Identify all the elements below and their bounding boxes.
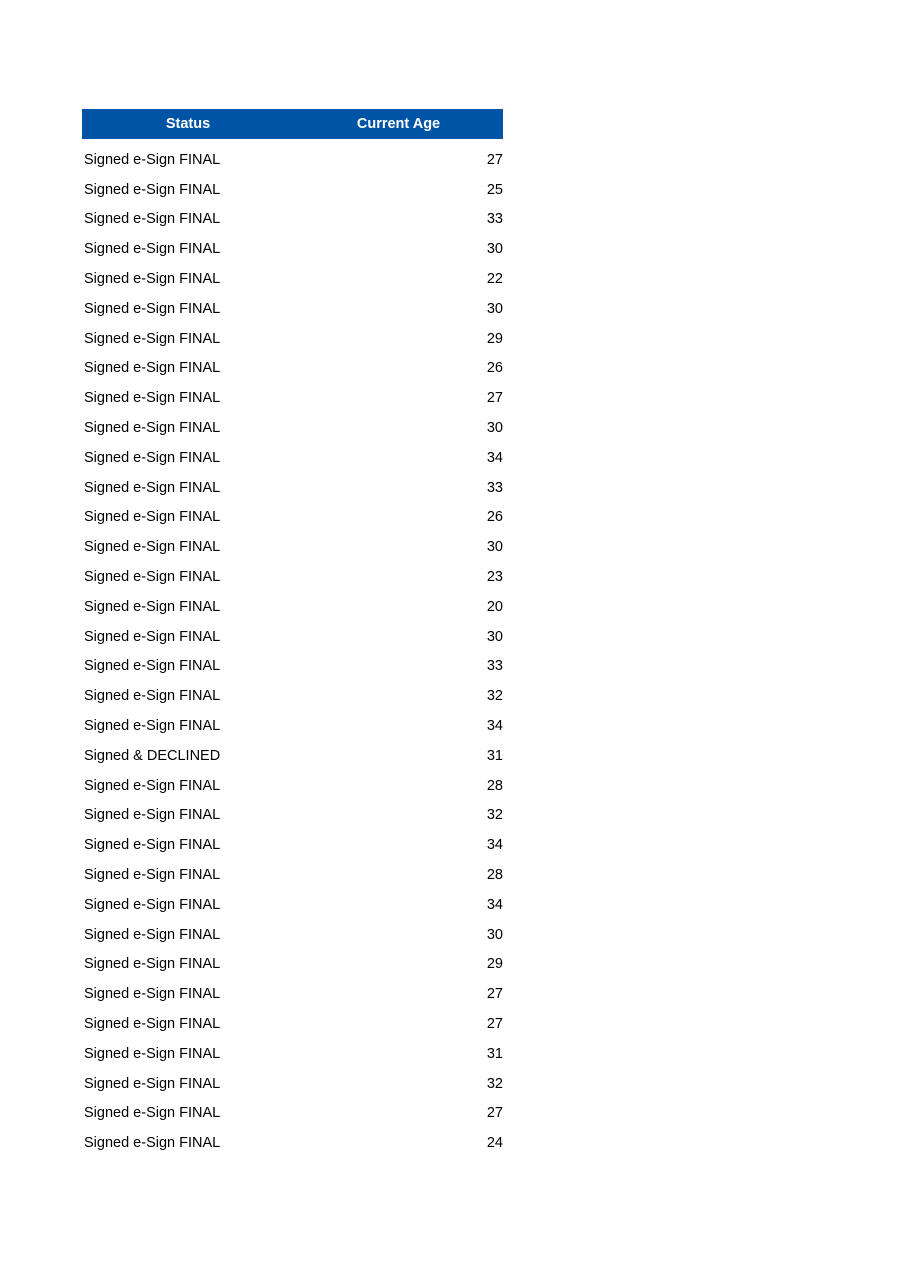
- current-age-cell: 30: [486, 539, 503, 556]
- status-cell: Signed e-Sign FINAL: [84, 449, 221, 466]
- current-age-cell: 34: [486, 837, 503, 854]
- table-row: [82, 145, 503, 175]
- table-row: [82, 1039, 503, 1069]
- current-age-cell: 32: [486, 807, 503, 824]
- table-row: [82, 473, 503, 503]
- status-cell: Signed e-Sign FINAL: [84, 1105, 221, 1122]
- status-cell: Signed e-Sign FINAL: [84, 360, 221, 377]
- current-age-cell: 34: [486, 896, 503, 913]
- status-cell: Signed e-Sign FINAL: [84, 241, 221, 258]
- status-cell: Signed e-Sign FINAL: [84, 956, 221, 973]
- table-row: [82, 741, 503, 771]
- current-age-cell: 30: [486, 420, 503, 437]
- status-cell: Signed e-Sign FINAL: [84, 420, 221, 437]
- current-age-cell: 28: [486, 777, 503, 794]
- status-cell: Signed e-Sign FINAL: [84, 718, 221, 735]
- table-row: [82, 592, 503, 622]
- current-age-cell: 31: [486, 747, 503, 764]
- table-row: [82, 324, 503, 354]
- column-header-current-age: Current Age: [356, 116, 441, 132]
- current-age-cell: 27: [486, 986, 503, 1003]
- table-header-row: [82, 109, 503, 139]
- status-cell: Signed e-Sign FINAL: [84, 151, 221, 168]
- status-cell: Signed e-Sign FINAL: [84, 926, 221, 943]
- current-age-cell: 26: [486, 360, 503, 377]
- table-row: [82, 294, 503, 324]
- table-row: [82, 175, 503, 205]
- status-cell: Signed e-Sign FINAL: [84, 867, 221, 884]
- current-age-cell: 29: [486, 956, 503, 973]
- current-age-cell: 23: [486, 569, 503, 586]
- table-row: [82, 532, 503, 562]
- table-row: [82, 1128, 503, 1158]
- table-row: [82, 234, 503, 264]
- table-row: [82, 622, 503, 652]
- current-age-cell: 27: [486, 390, 503, 407]
- table-row: [82, 681, 503, 711]
- current-age-cell: 25: [486, 181, 503, 198]
- table-row: [82, 652, 503, 682]
- data-table: [82, 109, 503, 1158]
- status-cell: Signed e-Sign FINAL: [84, 1075, 221, 1092]
- status-cell: Signed e-Sign FINAL: [84, 777, 221, 794]
- current-age-cell: 34: [486, 718, 503, 735]
- table-row: [82, 890, 503, 920]
- status-cell: Signed e-Sign FINAL: [84, 658, 221, 675]
- current-age-cell: 30: [486, 241, 503, 258]
- current-age-cell: 22: [486, 271, 503, 288]
- table-row: [82, 264, 503, 294]
- status-cell: Signed e-Sign FINAL: [84, 807, 221, 824]
- table-row: [82, 830, 503, 860]
- current-age-cell: 32: [486, 688, 503, 705]
- status-cell: Signed e-Sign FINAL: [84, 896, 221, 913]
- status-cell: Signed e-Sign FINAL: [84, 837, 221, 854]
- current-age-cell: 33: [486, 479, 503, 496]
- table-row: [82, 1009, 503, 1039]
- status-cell: Signed e-Sign FINAL: [84, 1045, 221, 1062]
- status-cell: Signed e-Sign FINAL: [84, 598, 221, 615]
- table-row: [82, 383, 503, 413]
- current-age-cell: 27: [486, 151, 503, 168]
- current-age-cell: 32: [486, 1075, 503, 1092]
- table-row: [82, 1099, 503, 1129]
- current-age-cell: 28: [486, 867, 503, 884]
- table-row: [82, 562, 503, 592]
- status-cell: Signed e-Sign FINAL: [84, 271, 221, 288]
- status-cell: Signed e-Sign FINAL: [84, 569, 221, 586]
- current-age-cell: 24: [486, 1135, 503, 1152]
- status-cell: Signed e-Sign FINAL: [84, 181, 221, 198]
- status-cell: Signed e-Sign FINAL: [84, 479, 221, 496]
- table-body: [82, 145, 503, 1158]
- current-age-cell: 30: [486, 300, 503, 317]
- table-row: [82, 205, 503, 235]
- table-row: [82, 771, 503, 801]
- current-age-cell: 30: [486, 628, 503, 645]
- current-age-cell: 29: [486, 330, 503, 347]
- status-cell: Signed e-Sign FINAL: [84, 390, 221, 407]
- current-age-cell: 26: [486, 509, 503, 526]
- current-age-cell: 33: [486, 211, 503, 228]
- table-row: [82, 503, 503, 533]
- status-cell: Signed & DECLINED: [84, 747, 221, 764]
- status-cell: Signed e-Sign FINAL: [84, 1016, 221, 1032]
- current-age-cell: 31: [486, 1045, 503, 1062]
- current-age-cell: 34: [486, 449, 503, 466]
- status-cell: Signed e-Sign FINAL: [84, 300, 221, 317]
- table-row: [82, 801, 503, 831]
- status-cell: Signed e-Sign FINAL: [84, 330, 221, 347]
- table-row: [82, 1069, 503, 1099]
- status-cell: Signed e-Sign FINAL: [84, 628, 221, 645]
- table-row: [82, 443, 503, 473]
- table-row: [82, 979, 503, 1009]
- status-cell: Signed e-Sign FINAL: [84, 986, 221, 1003]
- status-cell: Signed e-Sign FINAL: [84, 539, 221, 556]
- table-row: [82, 413, 503, 443]
- status-cell: Signed e-Sign FINAL: [84, 1135, 221, 1152]
- column-header-status: Status: [165, 116, 211, 132]
- current-age-cell: 33: [486, 658, 503, 675]
- table-row: [82, 950, 503, 980]
- table-row: [82, 920, 503, 950]
- table-row: [82, 711, 503, 741]
- table-row: [82, 860, 503, 890]
- current-age-cell: 27: [486, 1105, 503, 1122]
- status-cell: Signed e-Sign FINAL: [84, 509, 221, 526]
- current-age-cell: 20: [486, 598, 503, 615]
- status-cell: Signed e-Sign FINAL: [84, 688, 221, 705]
- status-cell: Signed e-Sign FINAL: [84, 211, 221, 228]
- current-age-cell: 27: [486, 1016, 503, 1032]
- table-row: [82, 354, 503, 384]
- current-age-cell: 30: [486, 926, 503, 943]
